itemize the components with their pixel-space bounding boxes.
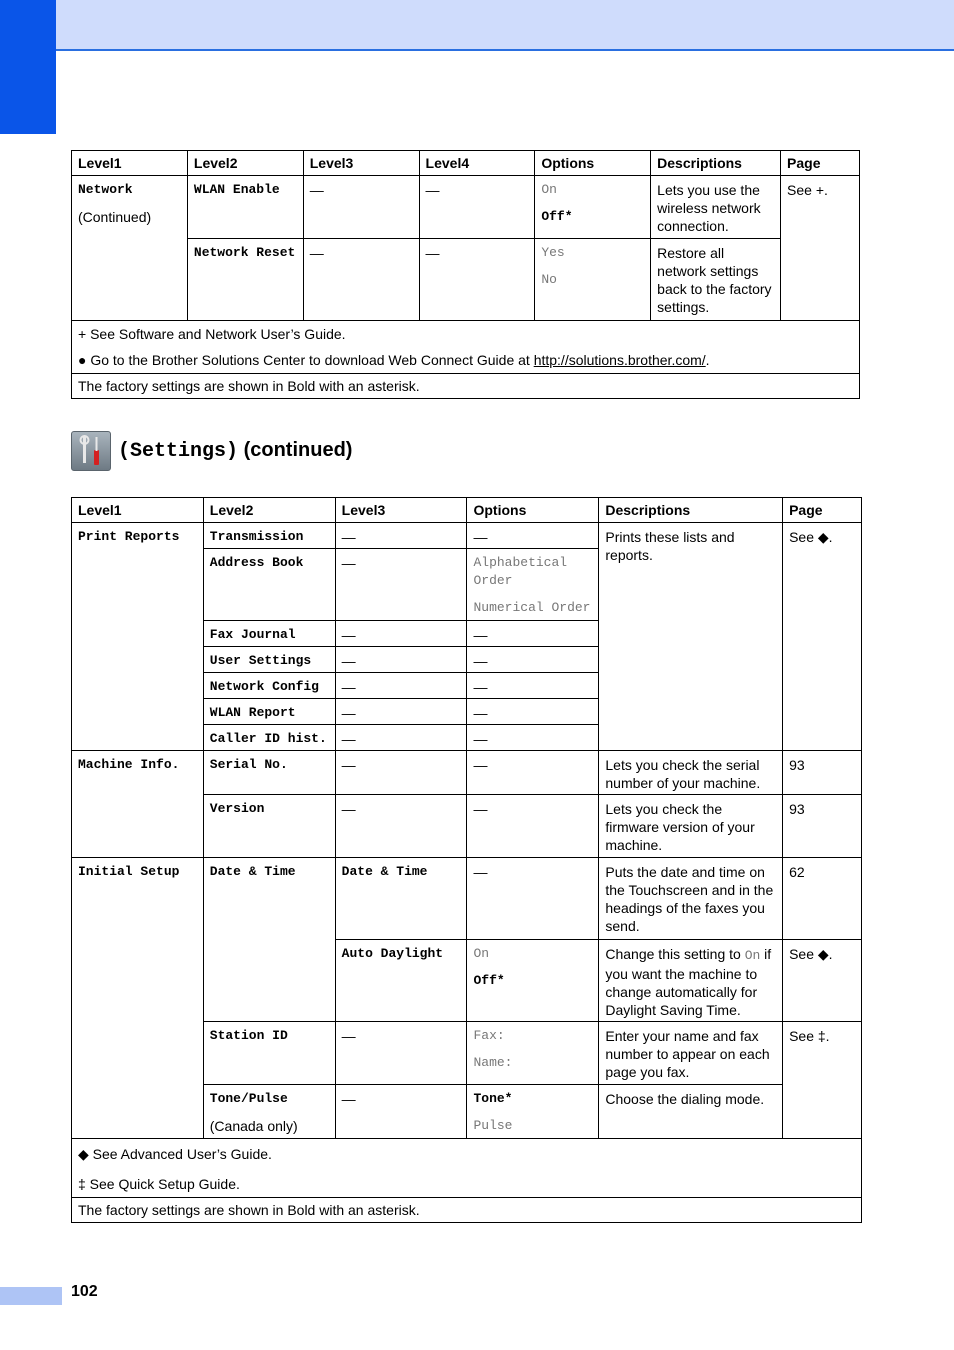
table-header-row bbox=[72, 151, 860, 176]
options-cell: — bbox=[467, 673, 599, 699]
table-header-row bbox=[72, 498, 862, 523]
table-row bbox=[72, 176, 860, 239]
table-row bbox=[72, 239, 860, 321]
level3-cell: — bbox=[335, 1022, 467, 1085]
page-cell: 93 bbox=[783, 751, 862, 795]
level3-cell: — bbox=[335, 1085, 467, 1139]
header-descriptions: Descriptions bbox=[599, 498, 783, 523]
level1-machine-info: Machine Info. bbox=[72, 751, 204, 858]
note-quick-setup-guide: ‡ See Quick Setup Guide. bbox=[72, 1171, 862, 1198]
description-cell: Enter your name and fax number to appear on each page you fax. bbox=[599, 1022, 783, 1085]
note-web-connect-text: ● Go to the Brother Solutions Center to download Web Connect Guide at bbox=[78, 352, 534, 368]
options-cell bbox=[467, 549, 599, 621]
option-on: On bbox=[473, 946, 490, 961]
note-row bbox=[72, 347, 860, 374]
level3-cell: — bbox=[335, 647, 467, 673]
option-yes: Yes bbox=[541, 245, 565, 260]
header-page: Page bbox=[781, 151, 860, 176]
header-level2: Level2 bbox=[203, 498, 335, 523]
level2-user-settings: User Settings bbox=[203, 647, 335, 673]
level2-wlan-enable: WLAN Enable bbox=[187, 176, 303, 239]
option-tone-default: Tone* bbox=[473, 1091, 513, 1106]
footer-row bbox=[72, 1198, 862, 1223]
note-web-connect-suffix: . bbox=[705, 352, 710, 368]
page-tab bbox=[0, 1287, 62, 1305]
options-cell: — bbox=[467, 751, 599, 795]
note-software-guide: + See Software and Network User’s Guide. bbox=[72, 321, 860, 348]
level2-canada-only: (Canada only) bbox=[209, 1118, 298, 1134]
header-level3: Level3 bbox=[303, 151, 419, 176]
level1-continued: (Continued) bbox=[78, 209, 152, 225]
level2-caller-id-hist: Caller ID hist. bbox=[203, 725, 335, 751]
level2-station-id: Station ID bbox=[203, 1022, 335, 1085]
description-print-reports: Prints these lists and reports. bbox=[599, 523, 783, 751]
option-no: No bbox=[541, 272, 557, 287]
level3-cell: — bbox=[335, 621, 467, 647]
header-options: Options bbox=[535, 151, 651, 176]
options-cell: — bbox=[467, 795, 599, 858]
description-cell: Restore all network settings back to the factory settings. bbox=[651, 239, 781, 321]
description-text: Change this setting to bbox=[605, 946, 745, 962]
note-row bbox=[72, 321, 860, 348]
level2-fax-journal: Fax Journal bbox=[203, 621, 335, 647]
section-title bbox=[118, 439, 352, 463]
level2-version: Version bbox=[203, 795, 335, 858]
level3-cell: — bbox=[335, 725, 467, 751]
level2-tone-pulse: Tone/Pulse bbox=[209, 1091, 288, 1106]
level2-date-time: Date & Time bbox=[203, 858, 335, 1022]
header-band bbox=[0, 0, 954, 51]
description-cell: Lets you check the serial number of your machine. bbox=[599, 751, 783, 795]
description-mono-on: On bbox=[744, 948, 761, 963]
option-name: Name: bbox=[473, 1055, 513, 1070]
chapter-tab bbox=[0, 0, 56, 134]
description-cell: Lets you use the wireless network connection. bbox=[651, 176, 781, 239]
level2-transmission: Transmission bbox=[203, 523, 335, 549]
description-cell: Puts the date and time on the Touchscreen and in the headings of the faxes you send. bbox=[599, 858, 783, 940]
level3-date-time: Date & Time bbox=[335, 858, 467, 940]
settings-table bbox=[71, 497, 862, 1223]
factory-settings-note: The factory settings are shown in Bold with an asterisk. bbox=[72, 374, 860, 399]
options-cell: — bbox=[467, 699, 599, 725]
level3-cell: — bbox=[335, 673, 467, 699]
level3-cell: — bbox=[303, 176, 419, 239]
options-cell: — bbox=[467, 523, 599, 549]
note-row bbox=[72, 1139, 862, 1172]
level1-network: Network bbox=[78, 182, 133, 197]
options-cell bbox=[467, 1022, 599, 1085]
section-title-settings: (Settings) bbox=[118, 440, 239, 463]
section-heading bbox=[71, 431, 352, 471]
header-level1: Level1 bbox=[72, 498, 204, 523]
level2-network-config: Network Config bbox=[203, 673, 335, 699]
level1-cell bbox=[72, 176, 188, 321]
note-web-connect bbox=[72, 347, 860, 374]
page-cell: 62 bbox=[783, 858, 862, 940]
level3-cell: — bbox=[335, 549, 467, 621]
options-cell: — bbox=[467, 858, 599, 940]
header-level1: Level1 bbox=[72, 151, 188, 176]
level2-serial-no: Serial No. bbox=[203, 751, 335, 795]
network-settings-table bbox=[71, 150, 860, 399]
settings-tools-icon bbox=[71, 431, 111, 471]
option-off-default: Off* bbox=[473, 973, 505, 988]
level4-cell: — bbox=[419, 239, 535, 321]
page-cell: 93 bbox=[783, 795, 862, 858]
option-off-default: Off* bbox=[541, 209, 573, 224]
header-descriptions: Descriptions bbox=[651, 151, 781, 176]
level3-cell: — bbox=[335, 795, 467, 858]
page-cell: See ◆. bbox=[783, 940, 862, 1022]
level2-network-reset: Network Reset bbox=[187, 239, 303, 321]
level3-cell: — bbox=[335, 751, 467, 795]
description-cell bbox=[599, 940, 783, 1022]
option-alphabetical-order: Alphabetical Order bbox=[473, 555, 568, 588]
brother-solutions-link[interactable]: http://solutions.brother.com/ bbox=[533, 352, 706, 368]
description-cell: Choose the dialing mode. bbox=[599, 1085, 783, 1139]
level1-initial-setup: Initial Setup bbox=[72, 858, 204, 1139]
page-cell: See ‡. bbox=[783, 1022, 862, 1139]
header-level4: Level4 bbox=[419, 151, 535, 176]
option-pulse: Pulse bbox=[473, 1118, 513, 1133]
table-row bbox=[72, 523, 862, 549]
level2-tone-pulse-cell bbox=[203, 1085, 335, 1139]
option-numerical-order: Numerical Order bbox=[473, 600, 591, 615]
level3-cell: — bbox=[303, 239, 419, 321]
options-cell: — bbox=[467, 621, 599, 647]
header-options: Options bbox=[467, 498, 599, 523]
note-advanced-guide: ◆ See Advanced User’s Guide. bbox=[72, 1139, 862, 1172]
level3-cell: — bbox=[335, 699, 467, 725]
options-cell bbox=[535, 176, 651, 239]
factory-settings-note: The factory settings are shown in Bold with an asterisk. bbox=[72, 1198, 862, 1223]
options-cell: — bbox=[467, 725, 599, 751]
level3-auto-daylight: Auto Daylight bbox=[335, 940, 467, 1022]
page-number: 102 bbox=[71, 1283, 98, 1300]
page-print-reports: See ◆. bbox=[783, 523, 862, 751]
options-cell: — bbox=[467, 647, 599, 673]
options-cell bbox=[535, 239, 651, 321]
page-cell: See +. bbox=[781, 176, 860, 321]
header-level2: Level2 bbox=[187, 151, 303, 176]
description-cell: Lets you check the firmware version of your machine. bbox=[599, 795, 783, 858]
level3-cell: — bbox=[335, 523, 467, 549]
options-cell bbox=[467, 1085, 599, 1139]
header-level3: Level3 bbox=[335, 498, 467, 523]
options-cell bbox=[467, 940, 599, 1022]
level2-wlan-report: WLAN Report bbox=[203, 699, 335, 725]
note-row bbox=[72, 1171, 862, 1198]
footer-row bbox=[72, 374, 860, 399]
option-on: On bbox=[541, 182, 557, 197]
level1-print-reports: Print Reports bbox=[72, 523, 204, 751]
option-fax: Fax: bbox=[473, 1028, 505, 1043]
section-title-continued: (continued) bbox=[238, 439, 353, 461]
description-text-rest: if you want the machine to change automatically for Daylight Saving Time. bbox=[605, 946, 772, 1018]
header-page: Page bbox=[783, 498, 862, 523]
level2-address-book: Address Book bbox=[203, 549, 335, 621]
level4-cell: — bbox=[419, 176, 535, 239]
table-row bbox=[72, 858, 862, 940]
table-row bbox=[72, 751, 862, 795]
